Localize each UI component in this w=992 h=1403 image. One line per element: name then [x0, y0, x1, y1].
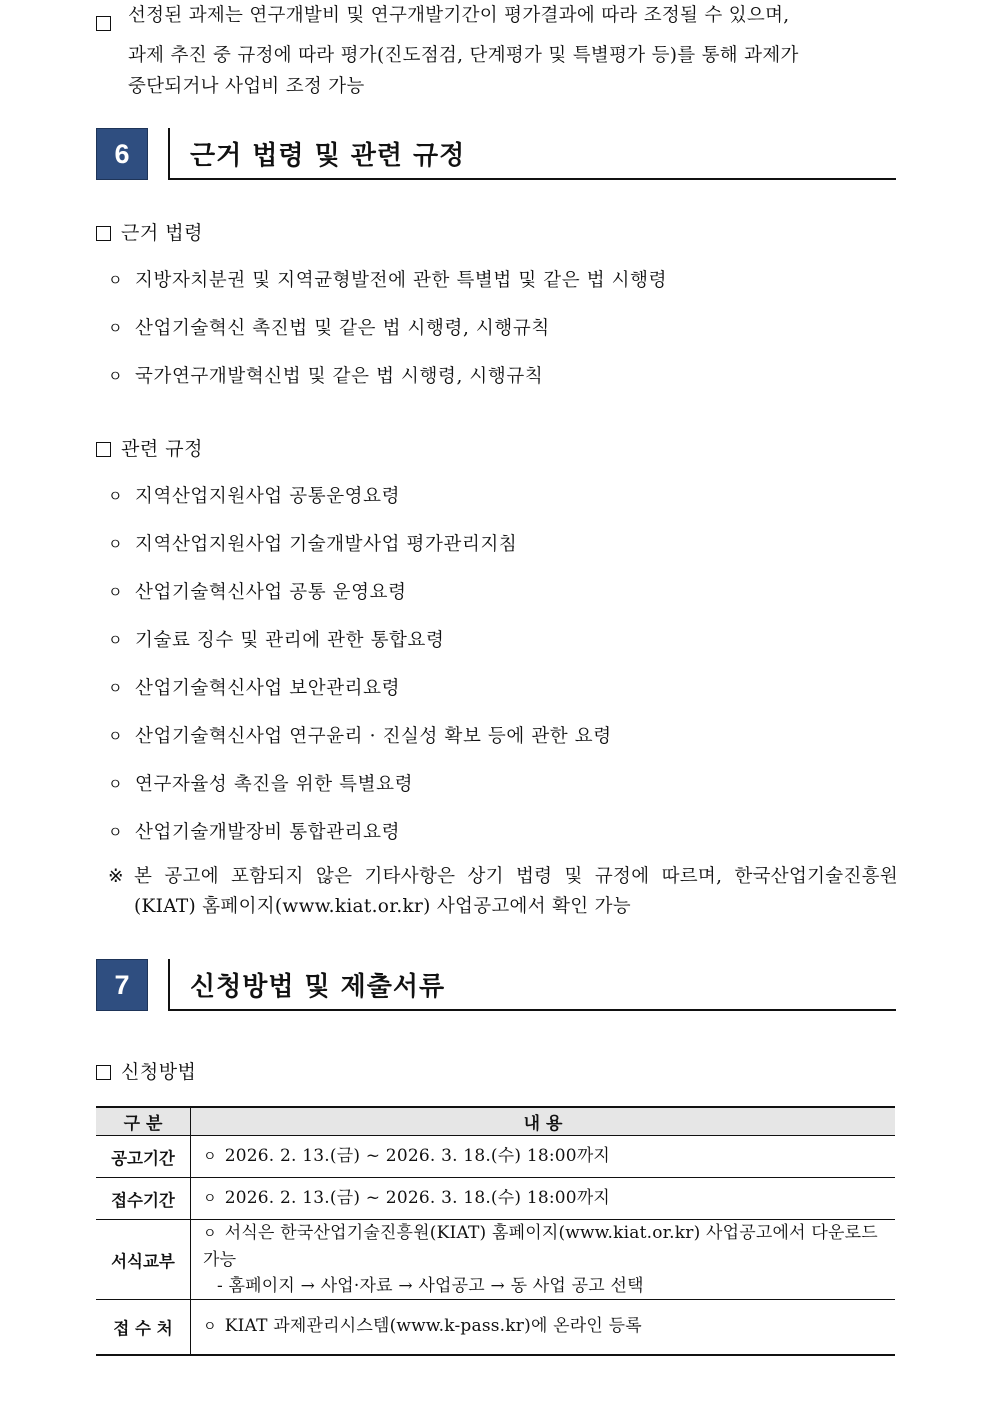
rule-item: ㅇ 지역산업지원사업 공통운영요령 [108, 486, 401, 507]
application-table [96, 1106, 895, 1356]
circle-bullet-icon: ㅇ [108, 487, 124, 505]
checkbox-bullet-icon [96, 226, 111, 241]
rule-item: ㅇ 연구자율성 촉진을 위한 특별요령 [108, 774, 414, 795]
rule-item: ㅇ 산업기술혁신사업 공통 운영요령 [108, 582, 407, 603]
row-label: 접 수 처 [96, 1300, 191, 1355]
laws-heading: 근거 법령 [96, 218, 203, 245]
section-7-title: 신청방법 및 제출서류 [190, 972, 446, 1002]
section-6-number: 6 [96, 128, 148, 180]
section-7-header [96, 959, 896, 1011]
row-label: 서식교부 [96, 1220, 191, 1300]
circle-bullet-icon: ㅇ [108, 727, 124, 745]
checkbox-bullet-icon [96, 1065, 111, 1080]
rules-heading: 관련 규정 [96, 434, 203, 461]
circle-bullet-icon: ㅇ [108, 823, 124, 841]
circle-bullet-icon: ㅇ [108, 679, 124, 697]
circle-bullet-icon: ㅇ [108, 775, 124, 793]
circle-bullet-icon: ㅇ [203, 1226, 217, 1242]
circle-bullet-icon: ㅇ [108, 535, 124, 553]
row-label: 접수기간 [96, 1178, 191, 1220]
row-label: 공고기간 [96, 1136, 191, 1178]
note-mark: ※ [108, 866, 124, 887]
row-content: ㅇ 2026. 2. 13.(금) ~ 2026. 3. 18.(수) 18:00까지 [191, 1178, 896, 1220]
rule-item: ㅇ 기술료 징수 및 관리에 관한 통합요령 [108, 630, 445, 651]
intro-line-1: 선정된 과제는 연구개발비 및 연구개발기간이 평가결과에 따라 조정될 수 있으며, [128, 5, 790, 26]
note-line-2: (KIAT) 홈페이지(www.kiat.or.kr) 사업공고에서 확인 가능 [134, 896, 631, 917]
circle-bullet-icon: ㅇ [108, 631, 124, 649]
row-content: ㅇ 서식은 한국산업기술진흥원(KIAT) 홈페이지(www.kiat.or.kr) 사업공고에서 다운로드 가능 - 홈페이지 → 사업·자료 → 사업공고 → 동 사업 공고 선택 [191, 1220, 896, 1300]
table-row [96, 1300, 895, 1355]
circle-bullet-icon: ㅇ [108, 271, 124, 289]
reference-note [108, 862, 898, 922]
law-item: ㅇ 산업기술혁신 촉진법 및 같은 법 시행령, 시행규칙 [108, 318, 550, 339]
row-content: ㅇ KIAT 과제관리시스템(www.k-pass.kr)에 온라인 등록 [191, 1300, 896, 1355]
table-row [96, 1136, 895, 1178]
circle-bullet-icon: ㅇ [203, 1319, 217, 1336]
rule-item: ㅇ 지역산업지원사업 기술개발사업 평가관리지침 [108, 534, 518, 555]
table-header-content: 내 용 [191, 1107, 896, 1136]
intro-line-3: 중단되거나 사업비 조정 가능 [128, 76, 365, 97]
section-7-number: 7 [96, 959, 148, 1011]
rule-item: ㅇ 산업기술혁신사업 보안관리요령 [108, 678, 401, 699]
rule-item: ㅇ 산업기술개발장비 통합관리요령 [108, 822, 401, 843]
table-row [96, 1178, 895, 1220]
row-content: ㅇ 2026. 2. 13.(금) ~ 2026. 3. 18.(수) 18:00까지 [191, 1136, 896, 1178]
law-item: ㅇ 지방자치분권 및 지역균형발전에 관한 특별법 및 같은 법 시행령 [108, 270, 668, 291]
circle-bullet-icon: ㅇ [203, 1191, 217, 1207]
method-heading: 신청방법 [96, 1057, 196, 1084]
section-6-header [96, 128, 896, 180]
circle-bullet-icon: ㅇ [108, 319, 124, 337]
law-item: ㅇ 국가연구개발혁신법 및 같은 법 시행령, 시행규칙 [108, 366, 544, 387]
circle-bullet-icon: ㅇ [203, 1149, 217, 1165]
circle-bullet-icon: ㅇ [108, 583, 124, 601]
intro-line-2: 과제 추진 중 규정에 따라 평가(진도점검, 단계평가 및 특별평가 등)를 통해 과제가 [128, 44, 799, 66]
checkbox-bullet-icon [96, 0, 128, 40]
intro-paragraph [96, 0, 896, 103]
section-6-title: 근거 법령 및 관련 규정 [190, 141, 466, 171]
table-row [96, 1220, 895, 1300]
table-header-category: 구 분 [96, 1107, 191, 1136]
checkbox-bullet-icon [96, 442, 111, 457]
circle-bullet-icon: ㅇ [108, 367, 124, 385]
note-line-1: 본 공고에 포함되지 않은 기타사항은 상기 법령 및 규정에 따르며, 한국산업기술진흥원 [134, 866, 898, 887]
rule-item: ㅇ 산업기술혁신사업 연구윤리 · 진실성 확보 등에 관한 요령 [108, 726, 612, 747]
